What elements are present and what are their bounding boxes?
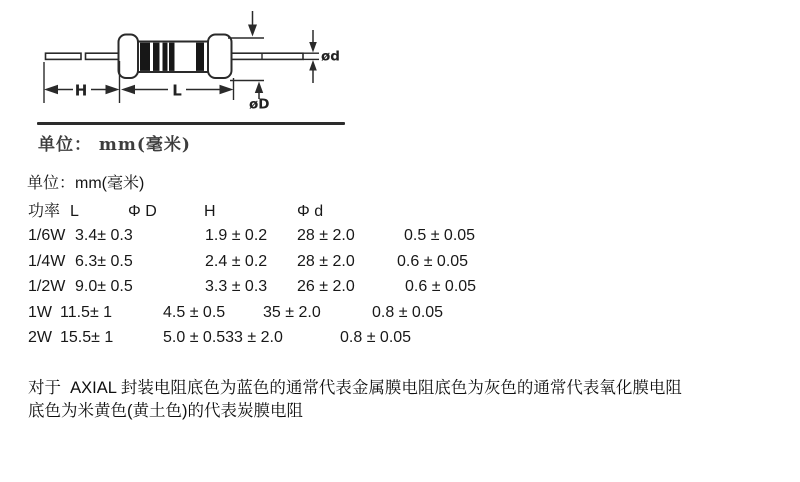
figure-unit-caption: 单位： mm(毫米) (38, 135, 191, 155)
table-header-cell: L (70, 203, 79, 220)
h-arrow-left (44, 85, 58, 94)
table-cell: 0.8 ± 0.05 (340, 329, 412, 346)
table-cell: 11.5± 1 (60, 304, 113, 321)
note-line-2: 底色为米黄色(黄土色)的代表炭膜电阻 (28, 402, 303, 420)
table-cell: 35 ± 2.0 (263, 304, 321, 321)
right-lead (232, 53, 304, 59)
l-arrow-right (220, 85, 234, 94)
table-cell: 3.3 ± 0.3 (205, 278, 268, 295)
table-cell: 9.0± 0.5 (75, 278, 133, 295)
table-cell: 1/6W (28, 227, 66, 244)
table-cell: 3.4± 0.3 (75, 227, 133, 244)
table-cell: 1/2W (28, 278, 66, 295)
table-cell: 2W (28, 329, 52, 346)
table-cell: 1.9 ± 0.2 (205, 227, 268, 244)
table-cell: 28 ± 2.0 (297, 227, 355, 244)
left-cap (119, 35, 139, 79)
table-header-cell: H (204, 203, 216, 220)
right-cap (208, 35, 232, 79)
h-dim-label: H (74, 81, 88, 100)
table-cell: 0.8 ± 0.05 (372, 304, 444, 321)
table-header-cell: Φ D (128, 203, 157, 220)
big-d-label: øD (249, 96, 270, 113)
table-cell: 5.0 ± 0.533 ± 2.0 (163, 329, 283, 346)
table-cell: 26 ± 2.0 (297, 278, 355, 295)
figure-divider (37, 122, 345, 125)
table-cell: 6.3± 0.5 (75, 253, 133, 270)
h-arrow-right (106, 85, 120, 94)
table-cell: 0.5 ± 0.05 (404, 227, 476, 244)
table-cell: 0.6 ± 0.05 (397, 253, 469, 270)
spec-unit-caption: 单位：mm(毫米) (27, 175, 145, 192)
table-header-cell: Φ d (297, 203, 324, 220)
small-d-label: ød (321, 48, 340, 65)
l-dim-label: L (172, 81, 182, 100)
table-cell: 0.6 ± 0.05 (405, 278, 477, 295)
l-arrow-left (121, 85, 135, 94)
note-line-1: 对于 AXIAL 封装电阻底色为蓝色的通常代表金属膜电阻底色为灰色的通常代表氧化膜电阻 (28, 379, 682, 397)
table-cell: 15.5± 1 (60, 329, 114, 346)
table-header-cell: 功率 (28, 203, 61, 220)
table-cell: 1/4W (28, 253, 66, 270)
small-d-dimension (309, 30, 317, 83)
table-cell: 4.5 ± 0.5 (163, 304, 226, 321)
table-cell: 2.4 ± 0.2 (205, 253, 268, 270)
table-cell: 1W (28, 304, 52, 321)
table-cell: 28 ± 2.0 (297, 253, 355, 270)
left-lead (46, 53, 120, 59)
resistor-dimension-diagram (0, 0, 400, 125)
